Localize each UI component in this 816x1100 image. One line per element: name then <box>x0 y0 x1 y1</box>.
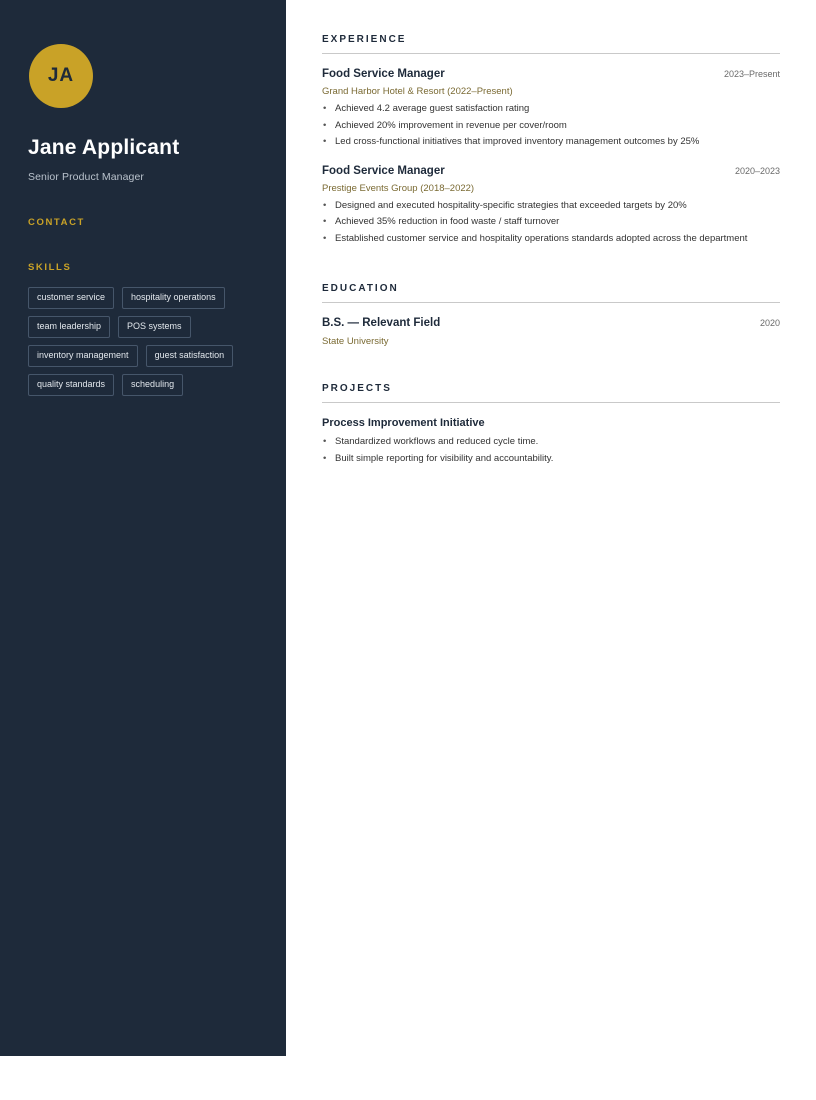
skill-chip: guest satisfaction <box>146 345 234 367</box>
sidebar <box>0 0 286 1056</box>
experience-entry-header <box>322 68 780 80</box>
experience-entry <box>322 165 780 248</box>
experience-section-title: EXPERIENCE <box>322 34 780 54</box>
skill-chip: POS systems <box>118 316 191 338</box>
education-entry <box>322 317 780 347</box>
skill-chip: team leadership <box>28 316 110 338</box>
experience-entry <box>322 68 780 151</box>
education-entry-header <box>322 317 780 329</box>
contact-section-title: CONTACT <box>28 217 85 228</box>
skills-list <box>28 287 258 396</box>
job-title: Food Service Manager <box>322 68 445 80</box>
list-item: • Built simple reporting for visibility and accountability. <box>322 451 780 468</box>
job-bullets <box>322 198 780 248</box>
list-item: • Standardized workflows and reduced cycle time. <box>322 434 780 451</box>
skill-chip: customer service <box>28 287 114 309</box>
experience-section <box>322 34 780 247</box>
skill-chip: hospitality operations <box>122 287 225 309</box>
education-section-title: EDUCATION <box>322 283 780 303</box>
degree-date: 2020 <box>759 318 780 328</box>
job-bullets <box>322 101 780 151</box>
project-entry <box>322 417 780 467</box>
list-item: • Achieved 4.2 average guest satisfaction rating <box>322 101 780 118</box>
experience-entry-header <box>322 165 780 177</box>
skill-chip: quality standards <box>28 374 114 396</box>
main-content <box>286 0 816 1100</box>
education-section <box>322 283 780 347</box>
projects-section-title: PROJECTS <box>322 383 780 403</box>
list-item: • Achieved 35% reduction in food waste / staff turnover <box>322 214 780 231</box>
job-company: Prestige Events Group (2018–2022) <box>322 182 475 194</box>
job-dates: 2020–2023 <box>734 165 780 176</box>
skill-chip: inventory management <box>28 345 138 367</box>
job-title: Food Service Manager <box>322 164 445 177</box>
spacer <box>322 361 780 383</box>
spacer <box>322 261 780 283</box>
project-bullets <box>322 434 780 467</box>
list-item: • Achieved 20% improvement in revenue per cover/room <box>322 118 780 135</box>
degree-title: B.S. — Relevant Field <box>322 317 441 329</box>
project-title: Process Improvement Initiative <box>322 417 485 429</box>
list-item: • Designed and executed hospitality-specific strategies that exceeded targets by 20% <box>322 198 780 215</box>
list-item: • Established customer service and hospitality operations standards adopted across the department <box>322 231 780 248</box>
skill-chip: scheduling <box>122 374 183 396</box>
skills-section-title: SKILLS <box>28 262 72 273</box>
school-name: State University <box>322 336 389 347</box>
avatar: JA <box>29 44 93 108</box>
headline: Senior Product Manager <box>28 171 145 183</box>
list-item: • Led cross-functional initiatives that improved inventory management outcomes by 25% <box>322 134 780 151</box>
projects-section <box>322 383 780 467</box>
page-title: Jane Applicant <box>28 136 180 159</box>
job-dates: 2023–Present <box>723 69 780 79</box>
job-company: Grand Harbor Hotel & Resort (2022–Present) <box>322 86 513 97</box>
